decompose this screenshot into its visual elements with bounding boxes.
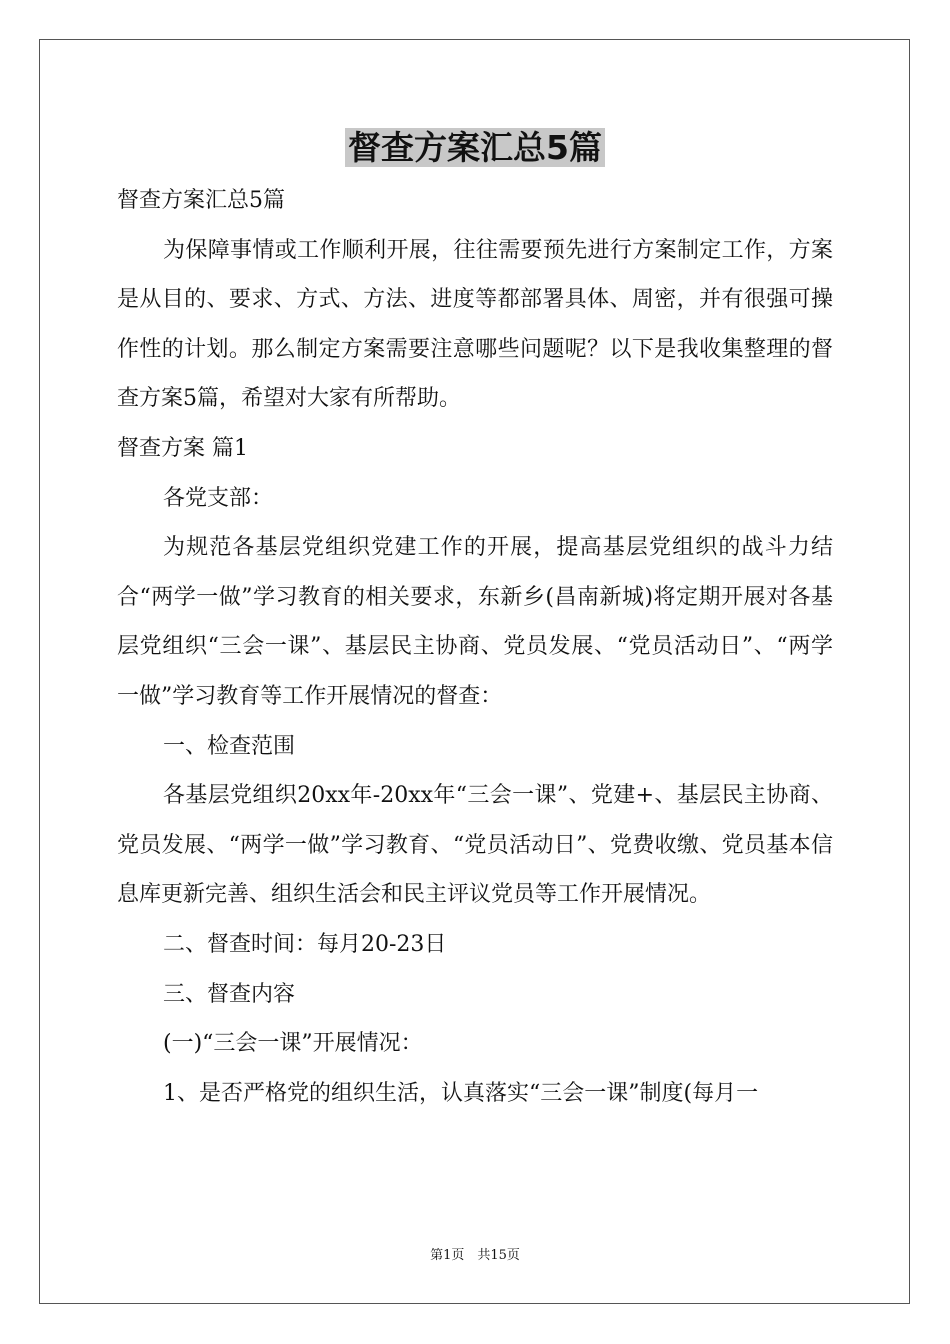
paragraph: 督查方案汇总5篇 <box>117 188 285 213</box>
paragraph: 为保障事情或工作顺利开展，往往需要预先进行方案制定工作，方案是从目的、要求、方式、方法、进度等都部署具体、周密，并有很强可操作性的计划。那么制定方案需要注意哪些问题呢？以下是我收集整理的督查方案5篇，希望对大家有所帮助。 <box>117 237 833 412</box>
paragraph: (一)“三会一课”开展情况： <box>163 1031 423 1057</box>
paragraph: 三、督查内容 <box>163 981 296 1007</box>
paragraph: 为规范各基层党组织党建工作的开展，提高基层党组织的战斗力结合“两学一做”学习教育的相关要求，东新乡(昌南新城)将定期开展对各基层党组织“三会一课”、基层民主协商、党员发展、“党员活动日”、“两学一做”学习教育等工作开展情况的督查： <box>117 535 833 709</box>
paragraph: 督查方案 篇1 <box>117 435 248 461</box>
page-footer: 第1页 共15页 <box>430 1248 520 1263</box>
paragraph: 一、检查范围 <box>163 733 296 759</box>
paragraph: 各基层党组织20xx年-20xx年“三会一课”、党建+、基层民主协商、党员发展、“两学一做”学习教育、“党员活动日”、党费收缴、党员基本信息库更新完善、组织生活会和民主评议党员等工作开展情况。 <box>117 783 833 908</box>
document-body <box>117 176 833 1118</box>
paragraph: 1、是否严格党的组织生活，认真落实“三会一课”制度(每月一 <box>163 1080 759 1106</box>
paragraph: 二、督查时间：每月20-23日 <box>163 931 447 957</box>
document-title <box>0 126 950 170</box>
paragraph: 各党支部： <box>163 485 274 511</box>
document-title-text: 督查方案汇总5篇 <box>345 128 605 167</box>
